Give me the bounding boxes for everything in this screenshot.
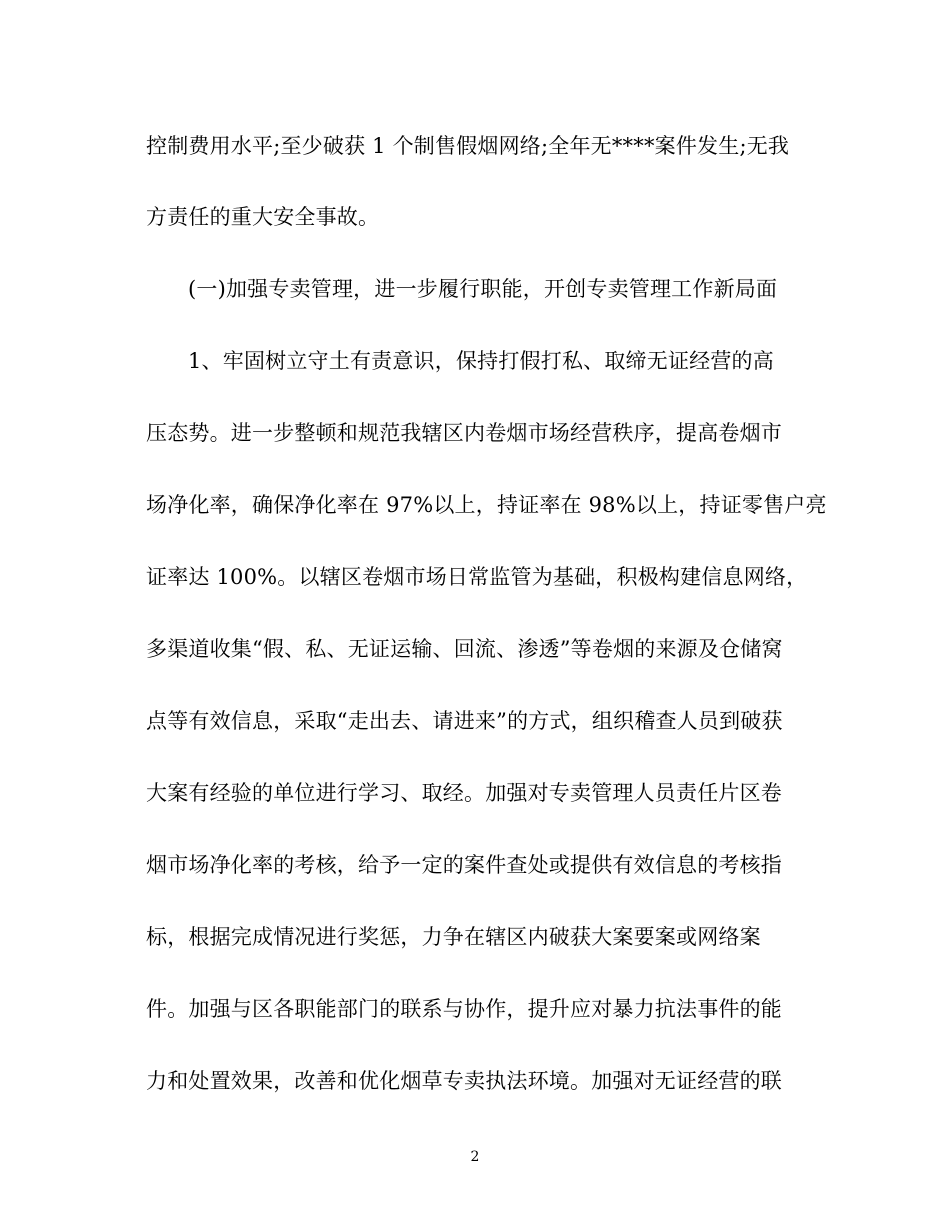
- text-line: 多渠道收集“假、私、无证运输、回流、渗透”等卷烟的来源及仓储窝: [146, 637, 783, 661]
- text-line: 标，根据完成情况进行奖惩，力争在辖区内破获大案要案或网络案: [146, 925, 761, 949]
- paragraph-first-line: 1、牢固树立守土有责意识，保持打假打私、取缔无证经营的高: [188, 349, 774, 373]
- text-line: 大案有经验的单位进行学习、取经。加强对专卖管理人员责任片区卷: [146, 781, 782, 805]
- text-line: 控制费用水平;至少破获 1 个制售假烟网络;全年无****案件发生;无我: [146, 134, 790, 158]
- text-line: 场净化率，确保净化率在 97%以上，持证率在 98%以上，持证零售户亮: [146, 493, 827, 517]
- page-number: 2: [470, 1149, 480, 1165]
- text-line: 点等有效信息，采取“走出去、请进来”的方式，组织稽查人员到破获: [146, 709, 783, 733]
- text-line: 压态势。进一步整顿和规范我辖区内卷烟市场经营秩序，提高卷烟市: [146, 421, 782, 445]
- text-line: 烟市场净化率的考核，给予一定的案件查处或提供有效信息的考核指: [146, 853, 782, 877]
- section-heading: (一)加强专卖管理，进一步履行职能，开创专卖管理工作新局面: [188, 277, 778, 301]
- text-line: 力和处置效果，改善和优化烟草专卖执法环境。加强对无证经营的联: [146, 1069, 782, 1093]
- text-line: 方责任的重大安全事故。: [146, 205, 380, 229]
- text-line: 证率达 100%。以辖区卷烟市场日常监管为基础，积极构建信息网络，: [146, 565, 808, 589]
- text-line: 件。加强与区各职能部门的联系与协作，提升应对暴力抗法事件的能: [146, 997, 782, 1021]
